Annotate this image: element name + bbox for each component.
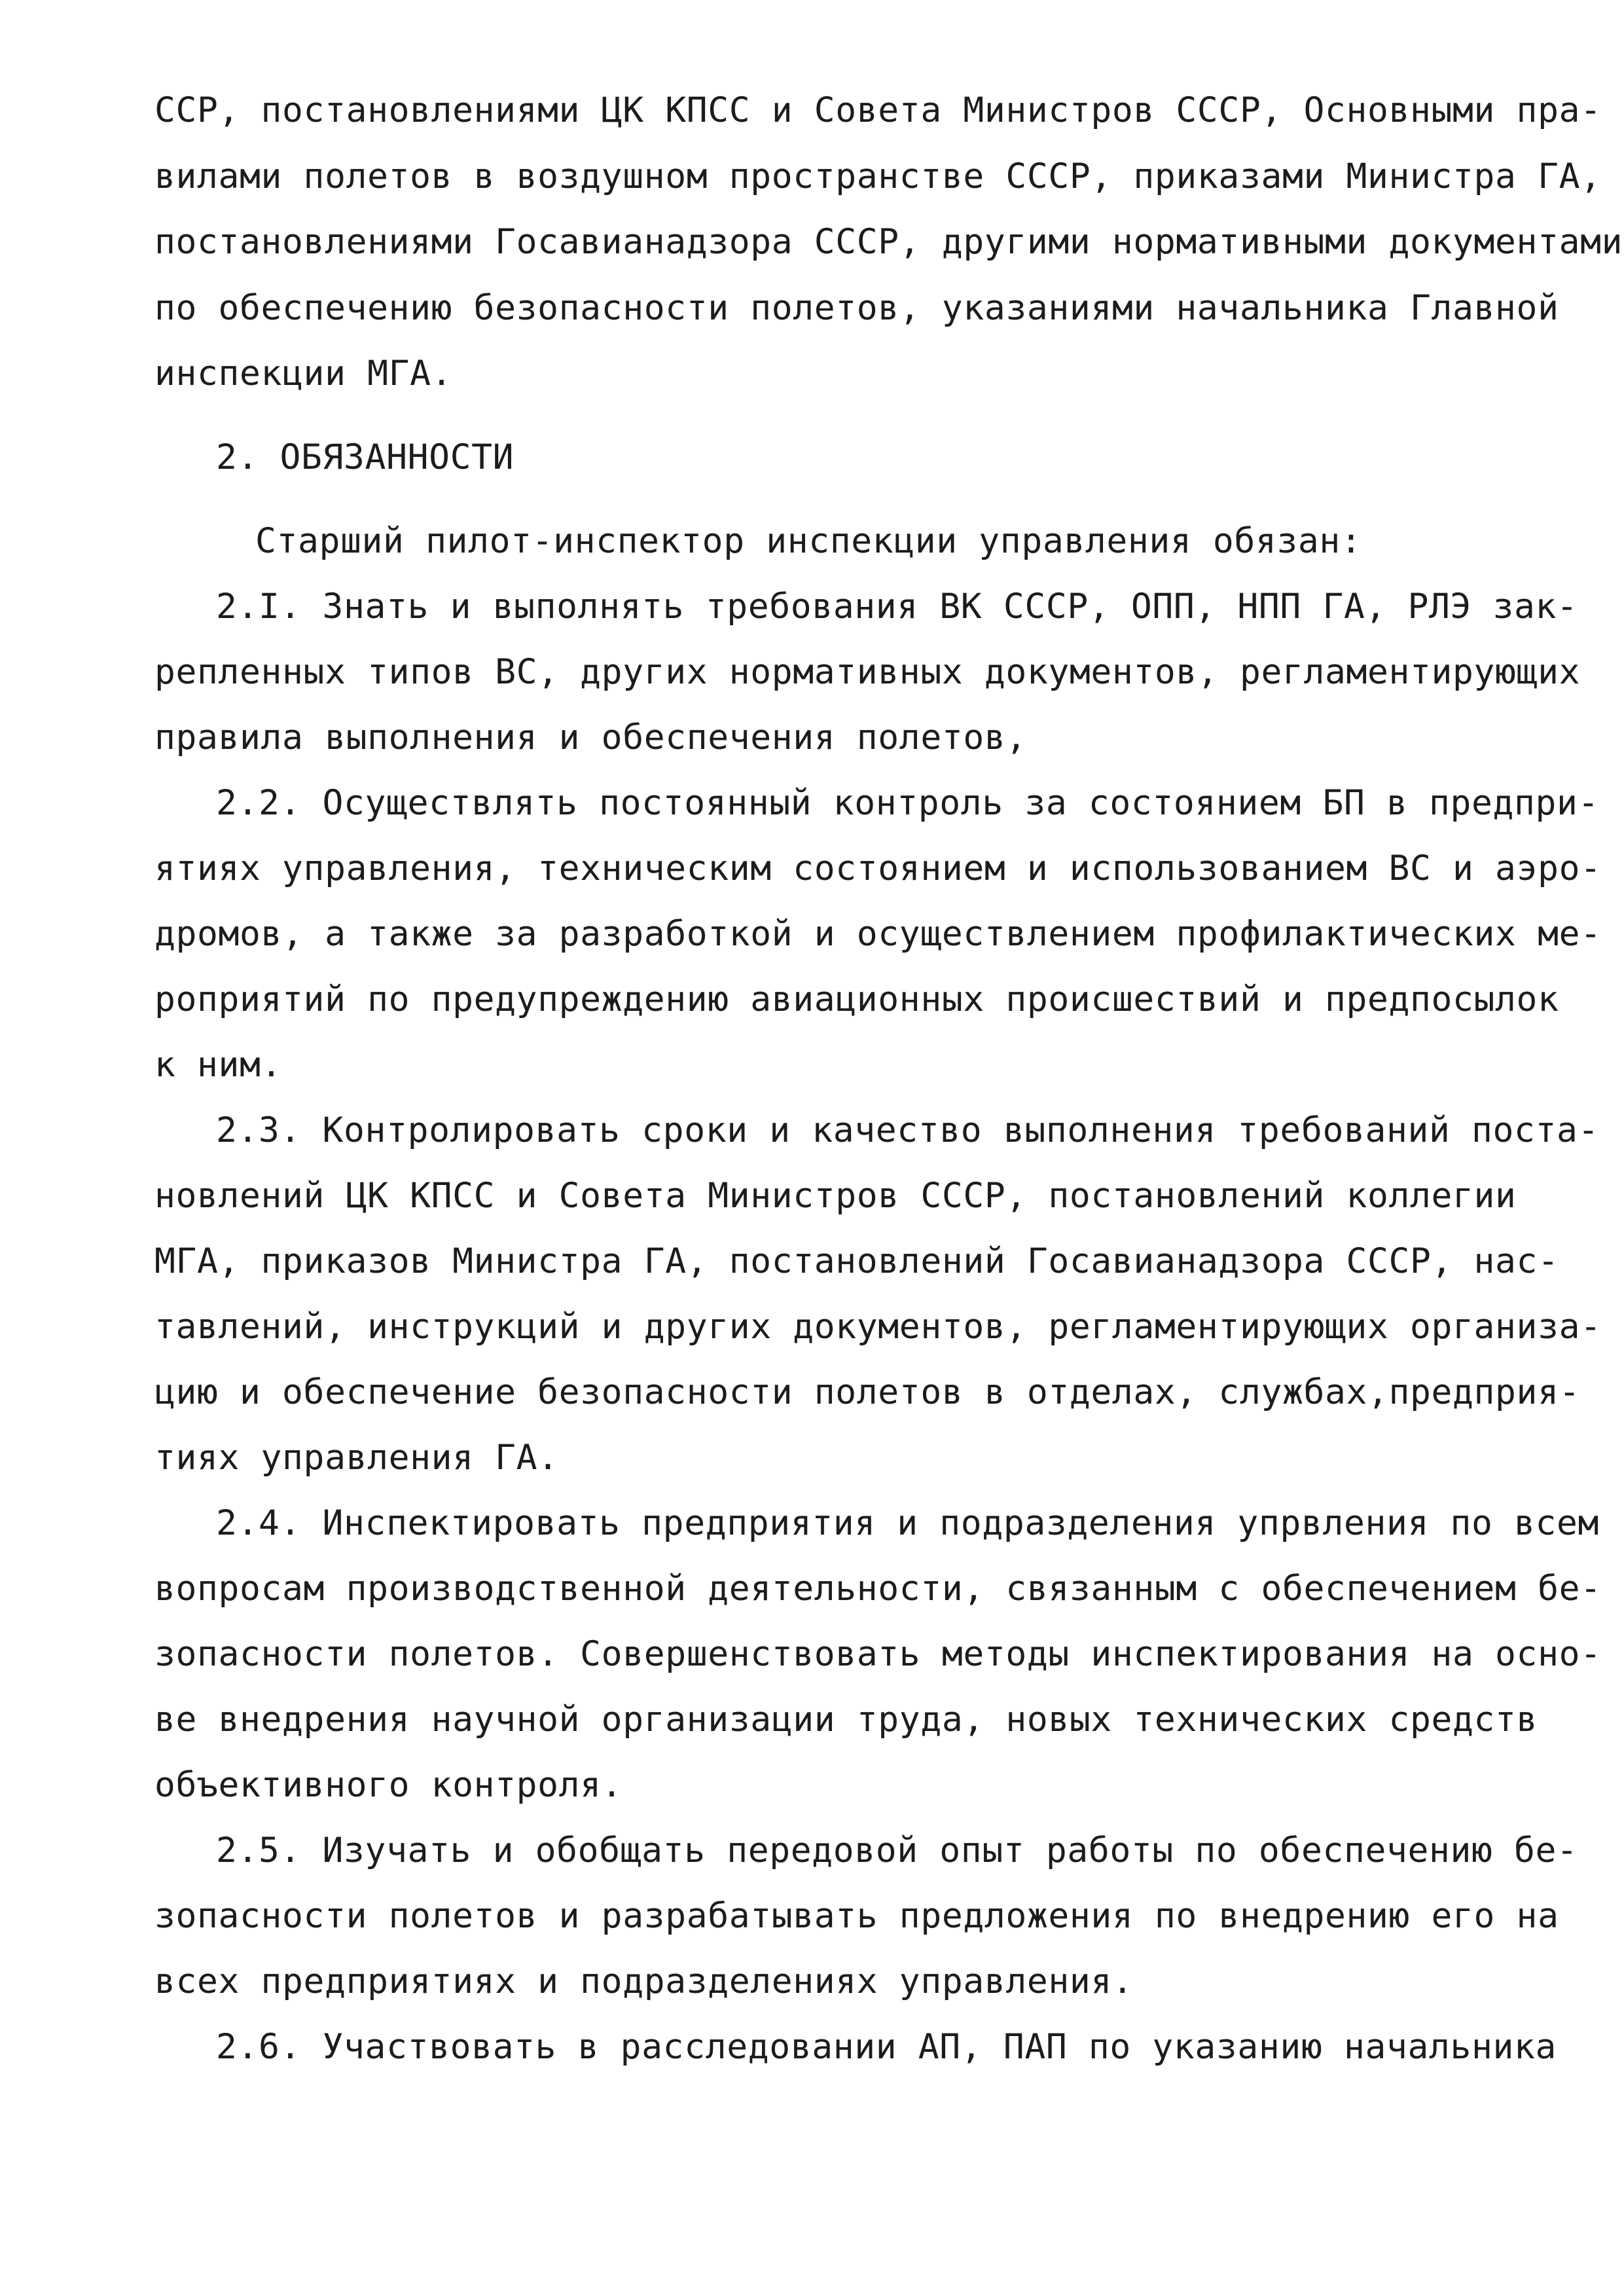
item-2-2-line-4: роприятий по предупреждению авиационных происшествий и предпосылок: [154, 979, 1559, 1019]
item-2-1-line-1: 2.I. Знать и выполнять требования ВК СССР, ОПП, НПП ГА, РЛЭ зак-: [216, 587, 1578, 627]
item-2-2-line-3: дромов, а также за разработкой и осуществлением профилактических ме-: [154, 914, 1602, 954]
item-2-2-line-5: к ним.: [154, 1045, 283, 1085]
item-2-3-line-1: 2.3. Контролировать сроки и качество выполнения требований поста-: [216, 1110, 1600, 1150]
section-heading: 2. ОБЯЗАННОСТИ: [216, 437, 514, 477]
item-2-6-line-1: 2.6. Участвовать в расследовании АП, ПАП по указанию начальника: [216, 2027, 1557, 2067]
item-2-1-line-3: правила выполнения и обеспечения полетов,: [154, 718, 1027, 757]
section-lead: Старший пилот-инспектор инспекции управления обязан:: [255, 521, 1362, 561]
item-2-5-line-3: всех предприятиях и подразделениях управления.: [154, 1961, 1134, 2001]
item-2-1-line-2: репленных типов ВС, других нормативных документов, регламентирующих: [154, 652, 1581, 692]
item-2-3-line-6: тиях управления ГА.: [154, 1438, 559, 1478]
intro-line-1: ССР, постановлениями ЦК КПСС и Совета Министров СССР, Основными пра-: [154, 90, 1602, 130]
item-2-5-line-2: зопасности полетов и разрабатывать предложения по внедрению его на: [154, 1896, 1559, 1936]
item-2-3-line-2: новлений ЦК КПСС и Совета Министров СССР, постановлений коллегии: [154, 1176, 1517, 1216]
intro-line-5: инспекции МГА.: [154, 354, 453, 393]
item-2-4-line-3: зопасности полетов. Совершенствовать методы инспектирования на осно-: [154, 1634, 1602, 1674]
intro-line-4: по обеспечению безопасности полетов, указаниями начальника Главной: [154, 288, 1559, 328]
item-2-3-line-3: МГА, приказов Министра ГА, постановлений Госавианадзора СССР, нас-: [154, 1241, 1559, 1281]
item-2-4-line-2: вопросам производственной деятельности, связанным с обеспечением бе-: [154, 1569, 1602, 1609]
item-2-5-line-1: 2.5. Изучать и обобщать передовой опыт работы по обеспечению бе-: [216, 1831, 1578, 1870]
intro-line-3: постановлениями Госавианадзора СССР, другими нормативными документами: [154, 222, 1623, 262]
item-2-3-line-4: тавлений, инструкций и других документов, регламентирующих организа-: [154, 1307, 1602, 1347]
item-2-4-line-1: 2.4. Инспектировать предприятия и подразделения упрвления по всем: [216, 1503, 1600, 1543]
item-2-4-line-4: ве внедрения научной организации труда, новых технических средств: [154, 1700, 1538, 1740]
item-2-3-line-5: цию и обеспечение безопасности полетов в отделах, службах,предприя-: [154, 1372, 1581, 1412]
item-2-2-line-2: ятиях управления, техническим состоянием и использованием ВС и аэро-: [154, 848, 1602, 888]
item-2-2-line-1: 2.2. Осуществлять постоянный контроль за состоянием БП в предпри-: [216, 783, 1600, 823]
item-2-4-line-5: объективного контроля.: [154, 1765, 623, 1805]
intro-line-2: вилами полетов в воздушном пространстве СССР, приказами Министра ГА,: [154, 156, 1602, 196]
